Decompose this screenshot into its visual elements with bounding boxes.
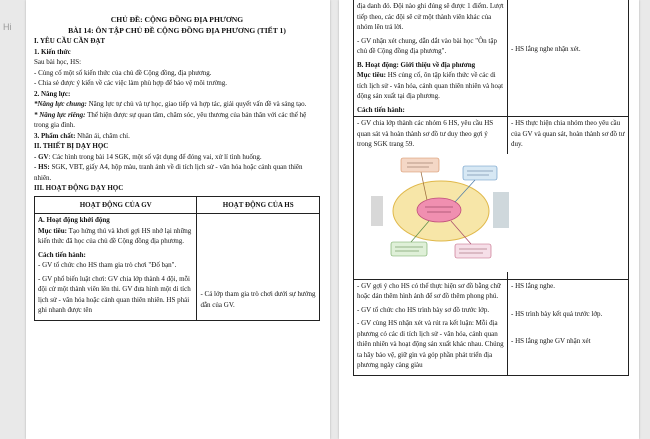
mind-map-node [455,244,491,258]
paragraph: Sau bài học, HS: [34,58,82,66]
hs-step: - HS lắng nghe nhận xét. [511,45,581,53]
hs-step: - HS thực hiện chia nhóm theo yêu cầu của GV và quan sát, hoàn thành sơ đồ tư duy. [511,119,625,148]
text: Năng lực tự chủ và tự học, giao tiếp và hợp tác, giải quyết vấn đề và sáng tạo. [86,100,307,108]
label: 3. Phẩm chất: [34,131,76,140]
mind-map-node [391,242,427,256]
gv-step: - GV chia lớp thành các nhóm 6 HS, yêu cầu HS quan sát và hoàn thành sơ đồ tư duy theo gợi ý trong SGK trang 59. [357,119,494,148]
mind-map-illustration [369,154,509,272]
text: HS củng cố, ôn tập kiến thức về các di tích lịch sử - văn hóa, cảnh quan thiên nhiên và hoạt động sản xuất tại địa phương. [357,71,504,100]
paragraph [34,152,320,163]
text: Tạo hứng thú và khơi gợi HS nhớ lại những kiến thức đã học của chủ đề Cộng đồng địa phương. [38,226,192,245]
table-cell-hs [508,0,629,117]
image-edge [371,196,383,226]
subheading: 1. Kiến thức [34,47,71,56]
table-header-hs: HOẠT ĐỘNG CỦA HS [197,196,320,214]
section-heading: III. HOẠT ĐỘNG DẠY HỌC [34,184,124,192]
mind-map-image [369,154,509,272]
section-heading: II. THIẾT BỊ DẠY HỌC [34,142,109,150]
table-cell-hs [197,214,320,321]
text: Thể hiện được sự quan tâm, chăm sóc, yêu thương của bản thân với các thế hệ trong gia đình. [34,110,307,129]
hs-step: - Cả lớp tham gia trò chơi dưới sự hướng dẫn của GV. [200,290,316,309]
hs-step: - HS trình bày kết quả trước lớp. [511,310,603,318]
gv-step: - GV gợi ý cho HS có thể thực hiện sơ đồ bằng chữ hoặc dán thêm hình ảnh để sơ đồ thêm phong phú. [357,281,501,300]
label: - GV [34,152,49,161]
mind-map-center [417,198,461,222]
section-heading: I. YÊU CẦU CẦN ĐẠT [34,37,106,45]
mind-map-node [401,158,439,172]
table-cell-hs [508,117,629,280]
hs-step: - HS lắng nghe GV nhận xét [511,336,591,345]
paragraph [34,131,320,142]
table-cell-gv [35,214,197,321]
activity-table-continued [353,0,629,376]
topic-title: CHỦ ĐỀ: CỘNG ĐỒNG ĐỊA PHƯƠNG [110,15,244,24]
text: : Các hình trong bài 14 SGK, một số vật dụng để đóng vai, xử lí tình huống. [48,152,262,161]
image-edge [493,192,509,228]
paragraph [34,110,320,131]
paragraph [34,162,320,183]
label: - HS: [34,163,50,171]
gv-step: - GV phổ biến luật chơi: GV chia lớp thành 4 đội, mỗi đội cử một thành viên lên thi. GV đưa hình một di tích lịch sử - văn hóa hoặc cảnh quan thiên nhiên. HS phải ghi nhanh được tên [38,274,191,314]
document-page-left [26,0,330,439]
activity-title: A. Hoạt động khởi động [38,216,110,224]
paragraph: - Củng cố một số kiến thức của chủ đề Cộng đồng, địa phương. [34,68,212,77]
side-label: Hi [3,22,12,32]
goal [357,70,504,102]
procedure-label: Cách tiến hành: [357,105,405,114]
lesson-title: BÀI 14: ÔN TẬP CHỦ ĐỀ CỘNG ĐỒNG ĐỊA PHƯƠNG (TIẾT 1) [68,26,286,35]
table-cell-hs [508,279,629,375]
document-page-right [339,0,639,439]
mind-map-node [463,166,497,180]
gv-step: - GV tổ chức cho HS trình bày sơ đồ trước lớp. [357,305,490,314]
table-cell-gv [354,0,508,117]
table-cell-gv [354,117,508,280]
paragraph: - Chia sẻ được ý kiến về các việc làm phù hợp để bảo vệ môi trường. [34,79,228,87]
procedure-label: Cách tiến hành: [38,250,86,259]
label: Mục tiêu: [357,71,386,79]
subheading: 2. Năng lực: [34,89,71,98]
label: *Năng lực chung: [34,100,87,108]
gv-step: - GV cùng HS nhận xét và rút ra kết luận: Mỗi địa phương có các di tích lịch sử - văn hóa, cảnh quan thiên nhiên và hoạt động sản xuất khác nhau. Chúng ta hãy bảo vệ, giữ gìn và góp phần phát triển địa phương ngày càng giàu [357,319,504,369]
label: Mục tiêu: [38,226,67,235]
table-cell-gv [354,279,508,375]
gv-step: - GV nhận xét chung, dẫn dắt vào bài học "Ôn tập chủ đề Cộng đồng địa phương". [357,36,497,55]
text: Nhân ái, chăm chỉ. [75,131,130,140]
table-header-gv: HOẠT ĐỘNG CỦA GV [35,196,197,214]
label: * Năng lực riêng: [34,110,86,119]
hs-step: - HS lắng nghe. [511,281,555,290]
paragraph [34,99,320,110]
activity-title: B. Hoạt động: Giới thiệu về địa phương [357,60,476,69]
gv-step: địa danh đó. Đội nào ghi đúng sẽ được 1 điểm. Lượt tiếp theo, các đội sẽ cử một thành viên khác của nhóm lên trả lời. [357,2,504,31]
text: SGK, VBT, giấy A4, hộp màu, tranh ảnh về di tích lịch sử - văn hóa hoặc cảnh quan thiên nhiên. [34,163,303,182]
goal [38,226,193,247]
activity-table [34,196,320,321]
gv-step: - GV tổ chức cho HS tham gia trò chơi "Đố bạn". [38,261,177,269]
